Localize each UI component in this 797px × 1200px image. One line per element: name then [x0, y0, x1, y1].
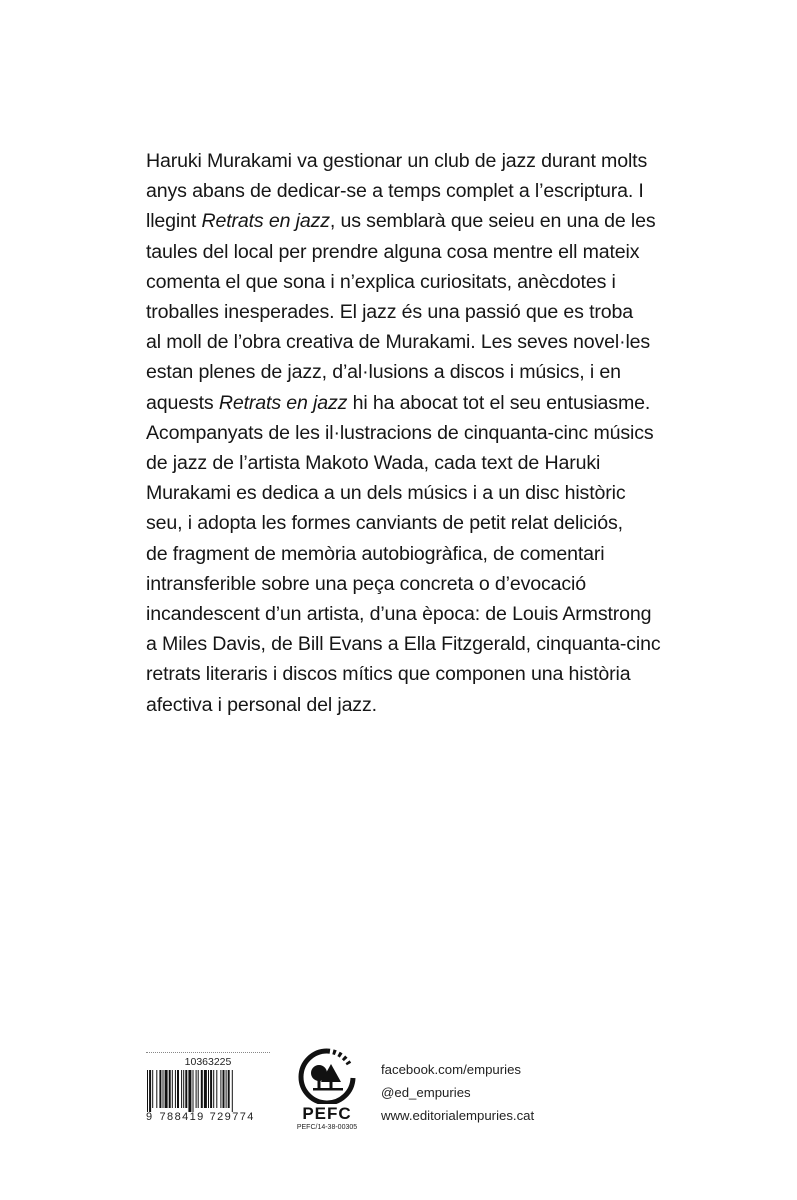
blurb-line: de jazz de l’artista Makoto Wada, cada text de Haruki: [146, 452, 601, 475]
barcode-bar: [175, 1070, 176, 1108]
barcode-dotted-rule: [146, 1052, 270, 1055]
blurb-line: [146, 388, 706, 418]
barcode-bar: [213, 1070, 214, 1108]
pefc-label: PEFC: [302, 1104, 352, 1123]
blurb-line: intransferible sobre una peça concreta o d’evocació: [146, 572, 587, 595]
blurb-line: [146, 206, 706, 236]
barcode-bar: [201, 1070, 203, 1108]
book-title-italic: Retrats en jazz: [218, 391, 348, 414]
barcode-bar: [159, 1070, 161, 1108]
pefc-code: PEFC/14-38-00305: [296, 1124, 358, 1131]
barcode-bar: [208, 1070, 209, 1108]
website-link[interactable]: www.editorialempuries.cat: [381, 1108, 535, 1123]
blurb-text: , us semblarà que seieu en una de les: [329, 210, 656, 233]
blurb-line: anys abans de dedicar-se a temps complet a l’escriptura. I: [146, 180, 644, 203]
pefc-certification: [287, 1048, 367, 1138]
barcode-bar: [165, 1070, 168, 1108]
barcode-bar: [163, 1070, 164, 1108]
blurb-line: retrats literaris i discos mítics que componen una història: [146, 663, 631, 686]
barcode-bar: [147, 1070, 148, 1112]
blurb-line: Acompanyats de les il·lustracions de cinquanta-cinc músics: [146, 421, 654, 444]
barcode-bar: [210, 1070, 212, 1108]
barcode-bar: [172, 1070, 173, 1108]
barcode-bar: [193, 1070, 194, 1112]
barcode-bar: [181, 1070, 182, 1108]
blurb-line: a Miles Davis, de Bill Evans a Ella Fitzgerald, cinquanta-cinc: [146, 633, 661, 656]
blurb-text: hi ha abocat tot el seu entusiasme.: [347, 391, 651, 414]
barcode-bar: [188, 1070, 191, 1112]
barcode-bar: [216, 1070, 217, 1108]
barcode-digit-group-1: 788419: [159, 1111, 205, 1123]
barcode-bar: [223, 1070, 225, 1108]
isbn-barcode: [146, 1048, 270, 1124]
barcode-digit-first: 9: [146, 1111, 154, 1123]
barcode-bar: [196, 1070, 197, 1108]
blurb-line: al moll de l’obra creativa de Murakami. Les seves novel·les: [146, 331, 651, 354]
barcode-bar: [226, 1070, 227, 1108]
blurb-line: seu, i adopta les formes canviants de petit relat deliciós,: [146, 512, 623, 535]
barcode-bar: [220, 1070, 221, 1108]
blurb-line: Haruki Murakami va gestionar un club de jazz durant molts: [146, 150, 648, 172]
blurb-text: llegint: [146, 210, 202, 233]
blurb-line: incandescent d’un artista, d’una època: de Louis Armstrong: [146, 603, 652, 626]
barcode-bar: [204, 1070, 207, 1108]
pefc-logo-icon: [297, 1048, 357, 1104]
book-title-italic: Retrats en jazz: [201, 210, 330, 233]
blurb-line: troballes inesperades. El jazz és una passió que es troba: [146, 301, 634, 324]
barcode-bar: [152, 1070, 153, 1108]
barcode-bar: [169, 1070, 171, 1108]
barcode-bar: [232, 1070, 233, 1112]
barcode-reference-number: 10363225: [184, 1056, 232, 1068]
blurb-line: Murakami es dedica a un dels músics i a un disc històric: [146, 482, 626, 505]
barcode-bar: [177, 1070, 179, 1108]
barcode-bar: [198, 1070, 199, 1108]
twitter-handle-link[interactable]: @ed_empuries: [381, 1085, 471, 1100]
barcode-digit-group-2: 729774: [209, 1111, 255, 1123]
blurb-line: afectiva i personal del jazz.: [146, 693, 377, 716]
barcode-digits: [146, 1111, 270, 1123]
back-cover-blurb: [146, 146, 706, 720]
barcode-bar: [228, 1070, 230, 1108]
barcode-bar: [185, 1070, 187, 1108]
barcode-bar: [183, 1070, 184, 1108]
blurb-line: estan plenes de jazz, d’al·lusions a discos i músics, i en: [146, 361, 621, 384]
blurb-line: taules del local per prendre alguna cosa mentre ell mateix: [146, 240, 640, 263]
publisher-contacts: [381, 1058, 534, 1127]
blurb-text: aquests: [146, 391, 219, 414]
barcode-bar: [149, 1070, 151, 1112]
blurb-line: de fragment de memòria autobiogràfica, de comentari: [146, 542, 605, 565]
barcode-bars: [146, 1070, 270, 1112]
facebook-link[interactable]: facebook.com/empuries: [381, 1062, 522, 1077]
blurb-line: comenta el que sona i n’explica curiositats, anècdotes i: [146, 270, 616, 293]
barcode-bar: [156, 1070, 157, 1108]
